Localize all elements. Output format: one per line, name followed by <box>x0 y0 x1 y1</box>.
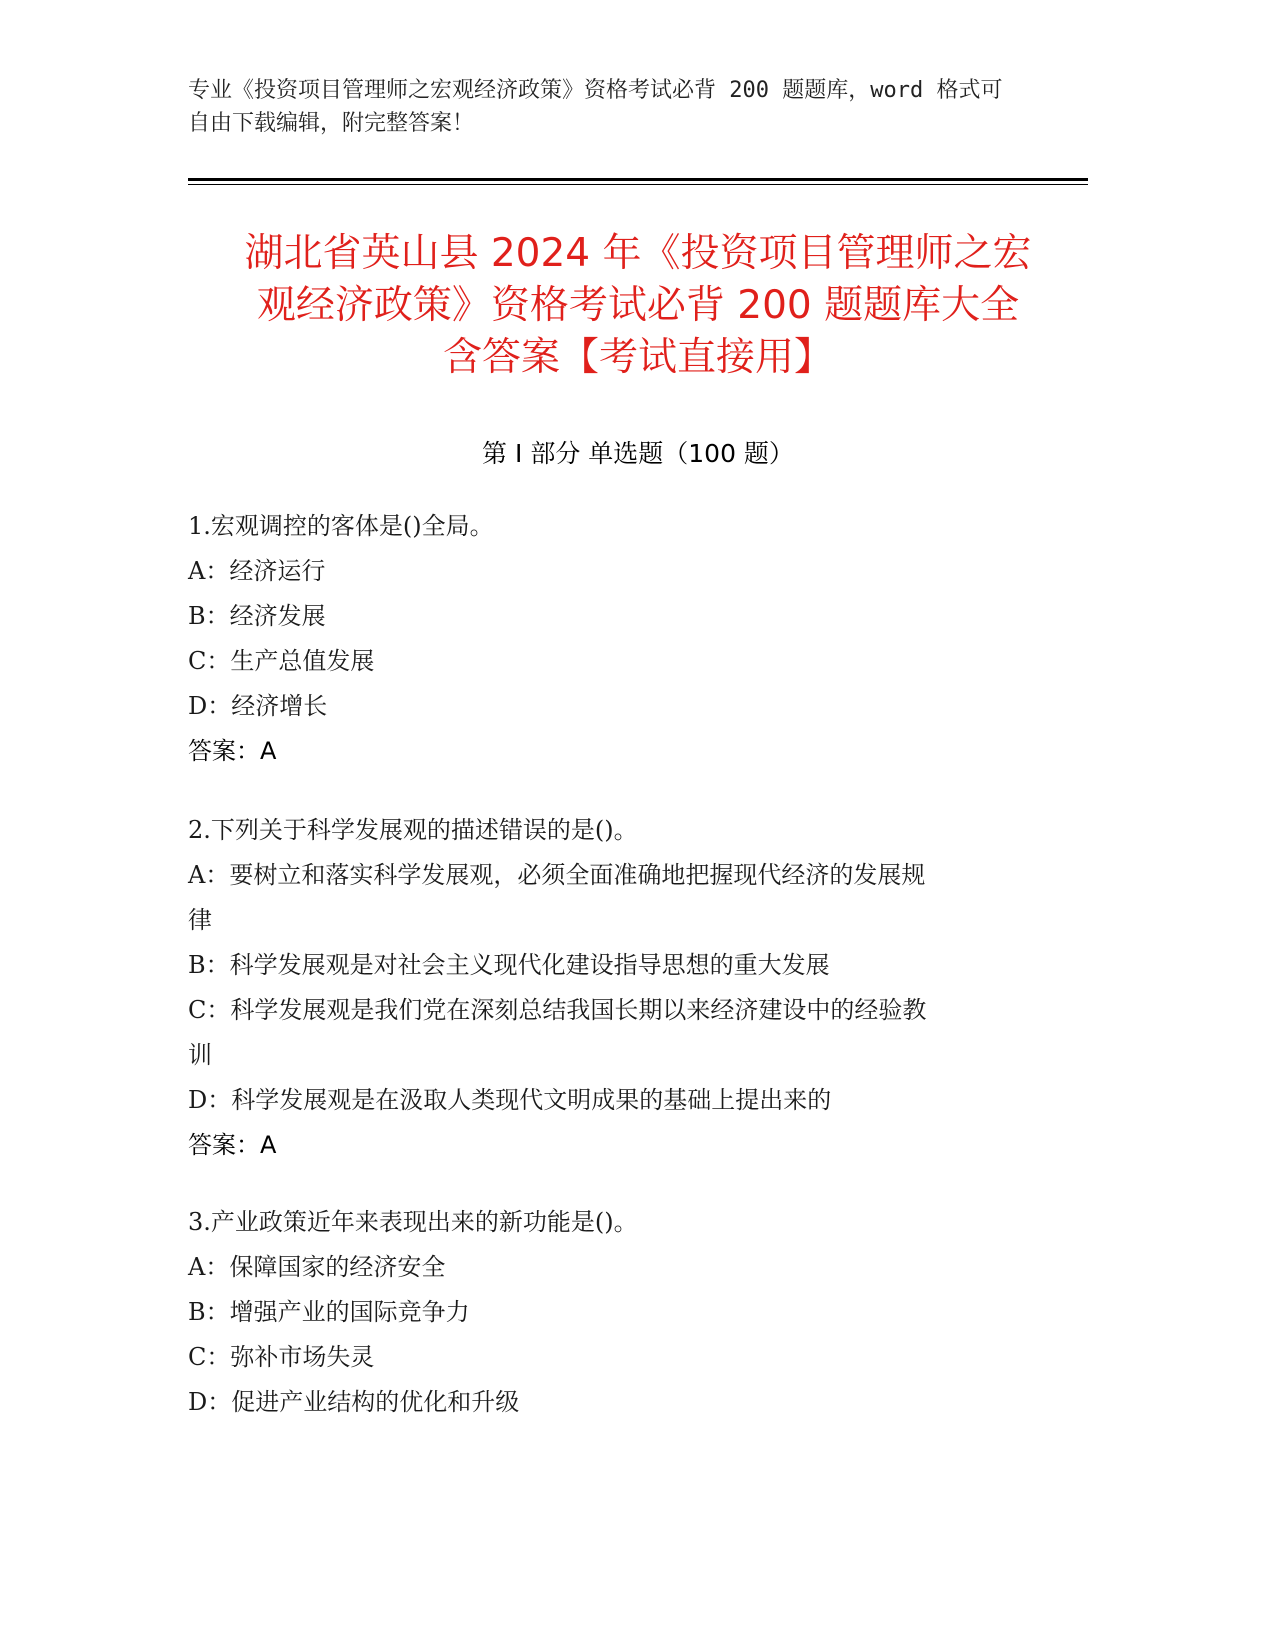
title-line-2: 观经济政策》资格考试必背 200 题题库大全 <box>256 283 1020 328</box>
question-stem: 1.宏观调控的客体是()全局。 <box>188 512 494 540</box>
option-a-text: A：要树立和落实科学发展观，必须全面准确地把握现代经济的发展规 <box>188 861 926 889</box>
option-b: B：科学发展观是对社会主义现代化建设指导思想的重大发展 <box>188 951 830 979</box>
option-a <box>188 853 1068 943</box>
question-stem: 2.下列关于科学发展观的描述错误的是()。 <box>188 816 638 844</box>
option-b: B：增强产业的国际竞争力 <box>188 1298 470 1326</box>
header-rule-thick <box>188 178 1088 181</box>
title-line-1: 湖北省英山县 2024 年《投资项目管理师之宏 <box>244 231 1032 276</box>
option-a: A：保障国家的经济安全 <box>188 1253 446 1281</box>
option-d: D：促进产业结构的优化和升级 <box>188 1388 520 1416</box>
option-c: C：弥补市场失灵 <box>188 1343 375 1371</box>
question-1 <box>188 504 1068 774</box>
section-heading: 第 I 部分 单选题（100 题） <box>482 439 794 468</box>
option-c <box>188 988 1068 1078</box>
header-note-line-2: 自由下载编辑，附完整答案！ <box>188 111 475 136</box>
document-title <box>188 228 1088 384</box>
header-note <box>188 74 1068 140</box>
title-line-3: 含答案【考试直接用】 <box>442 335 833 380</box>
answer: 答案：A <box>188 737 277 765</box>
option-a-continuation: 律 <box>188 906 212 934</box>
option-a: A：经济运行 <box>188 557 326 585</box>
option-c-text: C：科学发展观是我们党在深刻总结我国长期以来经济建设中的经验教 <box>188 996 927 1024</box>
option-c-continuation: 训 <box>188 1041 212 1069</box>
header-note-line-1: 专业《投资项目管理师之宏观经济政策》资格考试必背 200 题题库，word 格式可 <box>188 78 1003 103</box>
option-d: D：科学发展观是在汲取人类现代文明成果的基础上提出来的 <box>188 1086 832 1114</box>
question-2 <box>188 808 1068 1168</box>
question-stem: 3.产业政策近年来表现出来的新功能是()。 <box>188 1208 638 1236</box>
answer: 答案：A <box>188 1131 277 1159</box>
option-d: D：经济增长 <box>188 692 328 720</box>
header-rule-thin <box>188 184 1088 185</box>
question-3 <box>188 1200 1068 1425</box>
option-c: C：生产总值发展 <box>188 647 375 675</box>
option-b: B：经济发展 <box>188 602 326 630</box>
